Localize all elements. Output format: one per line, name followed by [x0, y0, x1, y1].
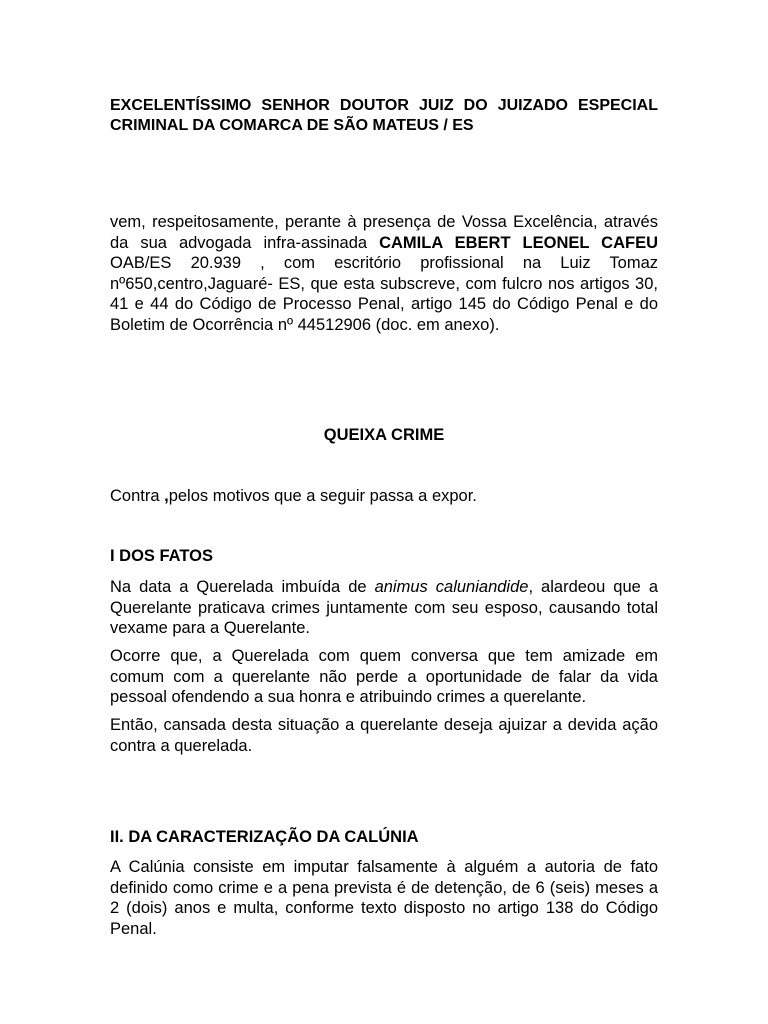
contra-comma: ,: [164, 487, 169, 505]
facts-paragraph-2-text: Ocorre que, a Querelada com quem conversa que tem amizade em comum com a querelante não perde a oportunidade de falar da vida pessoal ofendendo a sua honra e atribuindo crimes a querelante.: [110, 647, 658, 706]
intro-text-end: OAB/ES 20.939 , com escritório profissional na Luiz Tomaz nº650,centro,Jaguaré- ES, que esta subscreve, com fulcro nos artigos 30, 41 e 44 do Código de Processo Penal, artigo 145 do Código Penal e do Boletim de Ocorrência nº 44512906 (doc. em anexo).: [110, 254, 658, 334]
section-1-paragraph-1: [110, 577, 658, 639]
latin-term: animus caluniandide: [374, 578, 529, 596]
intro-paragraph: [110, 212, 658, 335]
court-address-text: EXCELENTÍSSIMO SENHOR DOUTOR JUIZ DO JUIZADO ESPECIAL CRIMINAL DA COMARCA DE SÃO MATEUS / ES: [110, 97, 658, 134]
facts-paragraph-3-text: Então, cansada desta situação a querelante deseja ajuizar a devida ação contra a querelada.: [110, 716, 658, 755]
contra-rest: pelos motivos que a seguir passa a expor.: [168, 487, 477, 505]
section-2-title-text: II. DA CARACTERIZAÇÃO DA CALÚNIA: [110, 828, 419, 846]
calumny-paragraph-text: A Calúnia consiste em imputar falsamente à alguém a autoria de fato definido como crime e a pena prevista é de detenção, de 6 (seis) meses a 2 (dois) anos e multa, conforme texto disposto no artigo 138 do Código Penal.: [110, 858, 658, 938]
section-1-paragraph-3: [110, 715, 658, 756]
section-1-title-text: I DOS FATOS: [110, 547, 213, 565]
facts-text-end: , alardeou que a Querelante praticava crimes juntamente com seu esposo, causando total vexame para a Querelante.: [110, 578, 659, 637]
document-title-text: QUEIXA CRIME: [323, 426, 445, 444]
lawyer-name: CAMILA EBERT LEONEL CAFEU: [379, 233, 659, 252]
court-address-heading: [110, 96, 658, 136]
section-1-title: [110, 546, 658, 567]
section-2-title: [110, 827, 658, 848]
contra-prefix: Contra: [110, 487, 165, 505]
section-1-paragraph-2: [110, 646, 658, 708]
contra-paragraph: [110, 486, 658, 507]
intro-text-start: vem, respeitosamente, perante à presença de Vossa Excelência, através da sua advogada infra-assinada: [110, 213, 658, 252]
facts-text-start: Na data a Querelada imbuída de: [110, 578, 375, 596]
section-2-paragraph-1: [110, 857, 658, 939]
document-title: [110, 425, 658, 446]
